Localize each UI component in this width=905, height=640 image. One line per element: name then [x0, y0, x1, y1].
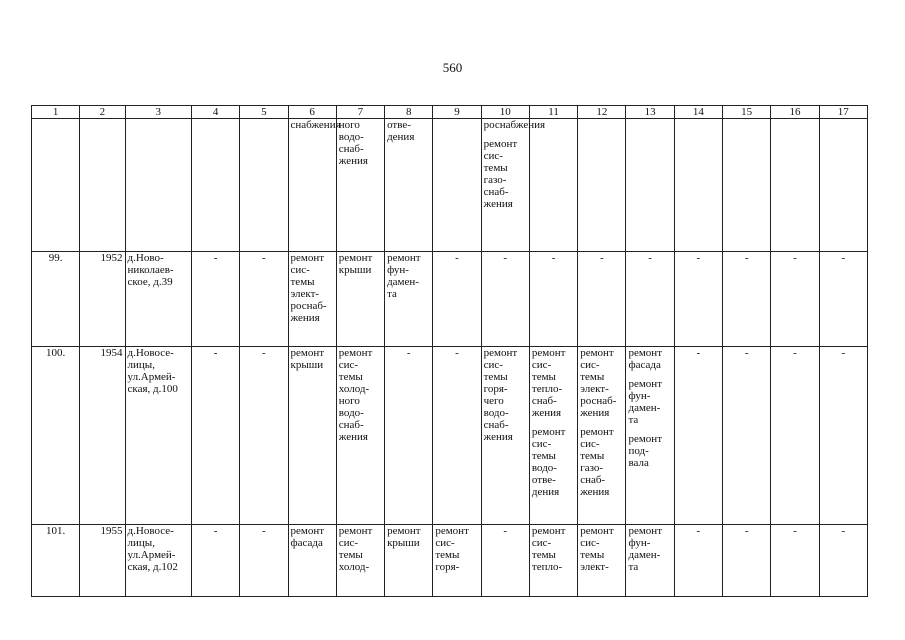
cell-text: ремонт под- вала: [628, 433, 663, 469]
column-header: 12: [578, 106, 626, 119]
cell-text: ремонт фун- дамен- та: [628, 525, 663, 573]
table-cell: -: [723, 252, 771, 347]
table-cell: [385, 525, 433, 597]
column-header: 14: [674, 106, 722, 119]
column-header: 15: [723, 106, 771, 119]
row-number: 99.: [32, 252, 80, 347]
table-cell: -: [674, 525, 722, 597]
row-number: 100.: [32, 347, 80, 525]
table-row: [32, 347, 868, 525]
cell-text: ремонт фун- дамен- та: [628, 378, 663, 426]
table-cell: -: [771, 252, 819, 347]
table-cell: [288, 525, 336, 597]
cell-text: ремонт сис- темы элект- роснаб- жения: [290, 252, 327, 324]
repair-schedule-table: [31, 105, 868, 597]
table-cell: [336, 119, 384, 252]
cell-text: ремонт крыши: [387, 525, 421, 549]
cell-text: снабжения: [290, 119, 341, 131]
table-cell: [385, 252, 433, 347]
cell-text: отве- дения: [387, 119, 415, 143]
table-cell: [481, 119, 546, 252]
column-header: 17: [819, 106, 867, 119]
table-cell: -: [433, 347, 481, 525]
cell-text: ремонт сис- темы газо- снаб- жения: [580, 426, 614, 498]
year-built: 1954: [80, 347, 125, 525]
column-header: 2: [80, 106, 125, 119]
table-cell: -: [240, 347, 288, 525]
table-cell: [578, 347, 626, 525]
table-cell: -: [385, 347, 433, 525]
table-cell: [529, 525, 577, 597]
cell-text: ремонт фасада: [290, 525, 325, 549]
table-cell: -: [626, 252, 674, 347]
table-cell: -: [481, 525, 529, 597]
cell-text: ремонт крыши: [290, 347, 325, 371]
table-cell: [385, 119, 433, 252]
cell-text: ремонт фун- дамен- та: [387, 252, 421, 300]
year-built: 1955: [80, 525, 125, 597]
row-number: 101.: [32, 525, 80, 597]
table-cell: -: [529, 252, 577, 347]
table-cell: -: [674, 252, 722, 347]
cell-text: ремонт крыши: [338, 252, 373, 276]
column-header: 8: [385, 106, 433, 119]
table-cell: [578, 525, 626, 597]
column-header: 11: [529, 106, 577, 119]
table-cell: -: [723, 525, 771, 597]
table-cell: -: [191, 252, 239, 347]
table-cell: [288, 119, 341, 252]
cell-text: ремонт сис- темы элект-: [580, 525, 614, 573]
cell-text: ного водо- снаб- жения: [338, 119, 368, 167]
table-cell: [433, 525, 481, 597]
cell-text: ремонт сис- темы горя-: [435, 525, 469, 573]
table-cell: -: [771, 347, 819, 525]
cell-text: ремонт сис- темы газо- снаб- жения: [483, 138, 518, 210]
address: д.Новосе- лицы, ул.Армей- ская, д.102: [125, 525, 191, 597]
column-header: 9: [433, 106, 481, 119]
cell-text: ремонт фасада: [628, 347, 663, 371]
address: д.Ново- николаев- ское, д.39: [125, 252, 191, 347]
table-cell: [626, 347, 674, 525]
column-header: 4: [191, 106, 239, 119]
table-cell: -: [191, 347, 239, 525]
column-header: 10: [481, 106, 529, 119]
table-cell: -: [433, 252, 481, 347]
cell-text: ремонт сис- темы водо- отве- дения: [531, 426, 566, 498]
cell-text: ремонт сис- темы горя- чего водо- снаб- жения: [483, 347, 518, 443]
column-number-row: [32, 106, 868, 119]
address: д.Новосе- лицы, ул.Армей- ская, д.100: [125, 347, 191, 525]
table-cell: -: [819, 252, 867, 347]
table-cell: [529, 347, 577, 525]
cell-text: ремонт сис- темы холод- ного водо- снаб- жения: [338, 347, 373, 443]
table-cell: -: [240, 525, 288, 597]
table-cell: [336, 347, 384, 525]
table-row-continuation: [32, 119, 868, 252]
table-cell: -: [674, 347, 722, 525]
column-header: 3: [125, 106, 191, 119]
table-row: [32, 252, 868, 347]
table-row: [32, 525, 868, 597]
table-cell: [481, 347, 529, 525]
table-cell: -: [481, 252, 529, 347]
table-cell: [288, 252, 336, 347]
table-cell: [626, 525, 674, 597]
table-cell: [336, 525, 384, 597]
column-header: 1: [32, 106, 80, 119]
column-header: 16: [771, 106, 819, 119]
table-cell: -: [191, 525, 239, 597]
table-cell: -: [819, 347, 867, 525]
column-header: 6: [288, 106, 336, 119]
column-header: 5: [240, 106, 288, 119]
cell-text: ремонт сис- темы холод-: [338, 525, 373, 573]
table-cell: -: [578, 252, 626, 347]
table-cell: -: [240, 252, 288, 347]
table-cell: -: [723, 347, 771, 525]
cell-text: ремонт сис- темы элект- роснаб- жения: [580, 347, 617, 419]
table-cell: -: [771, 525, 819, 597]
year-built: 1952: [80, 252, 125, 347]
page-number: 560: [442, 60, 463, 75]
column-header: 13: [626, 106, 674, 119]
cell-text: роснабжения: [483, 119, 546, 131]
table-cell: [288, 347, 336, 525]
table-cell: -: [819, 525, 867, 597]
table-cell: [336, 252, 384, 347]
cell-text: ремонт сис- темы тепло- снаб- жения: [531, 347, 566, 419]
cell-text: ремонт сис- темы тепло-: [531, 525, 566, 573]
column-header: 7: [336, 106, 384, 119]
